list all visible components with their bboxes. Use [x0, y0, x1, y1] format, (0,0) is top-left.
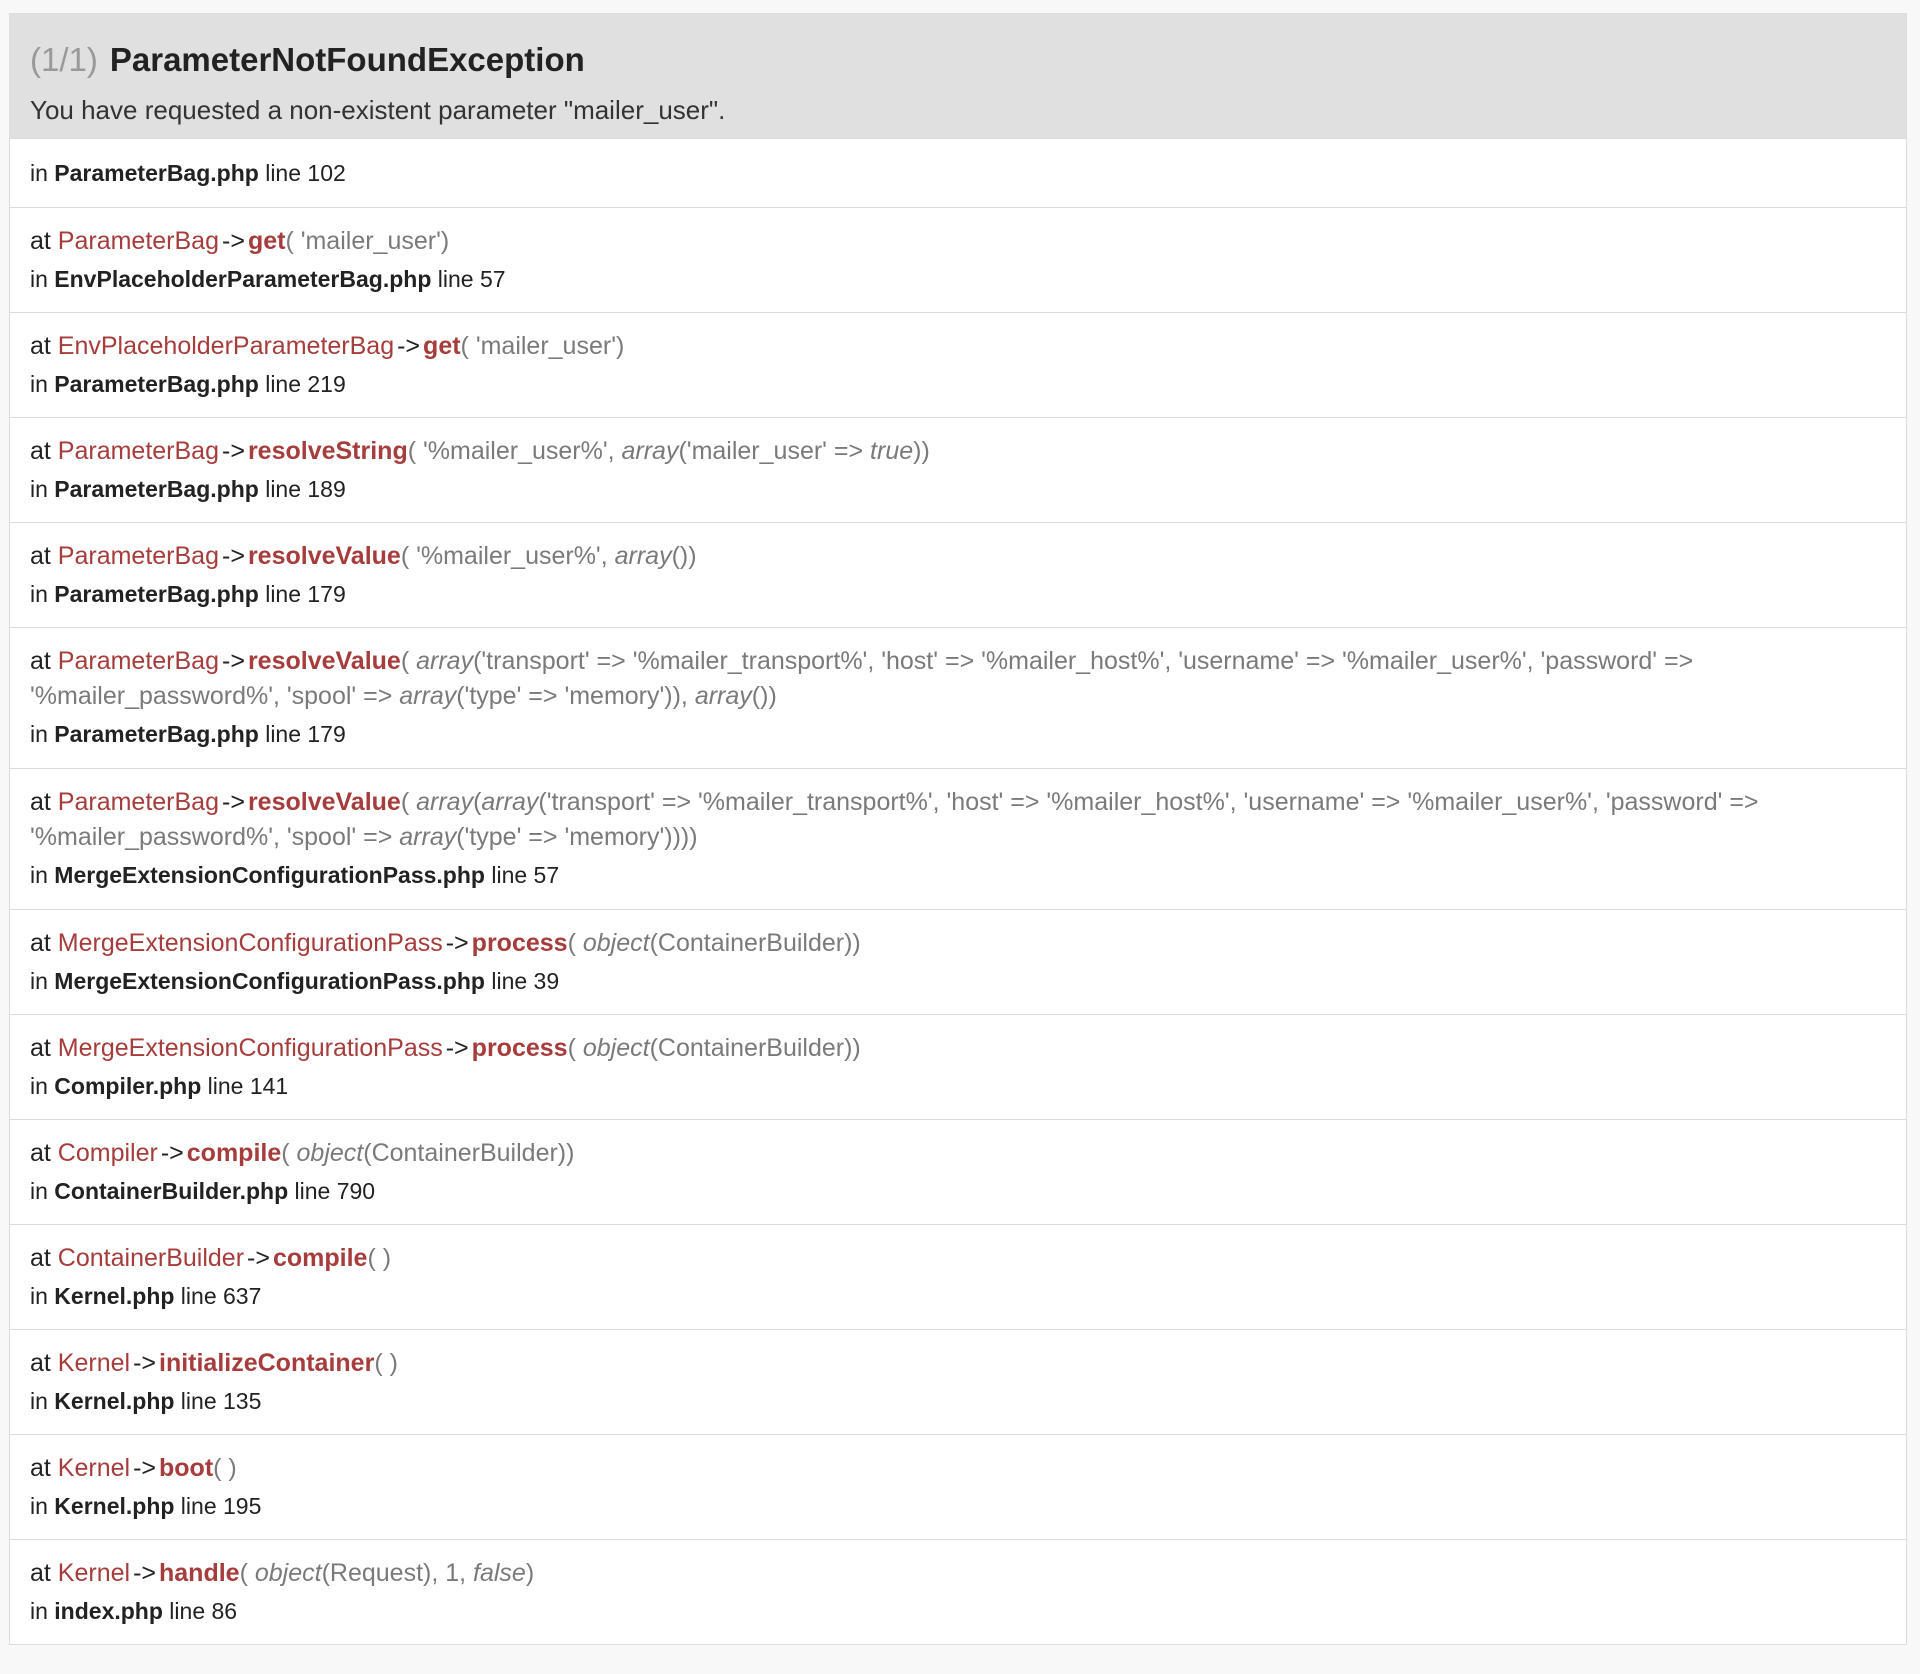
trace-arguments: ( array(array('transport' => '%mailer_transport%', 'host' => '%mailer_host%', 'username' => '%mailer_user%', 'password' => [400, 788, 1759, 816]
trace-frame [10, 768, 1906, 909]
trace-location: in ParameterBag.php line 102 [30, 160, 346, 186]
exception-class: ParameterNotFoundException [109, 41, 585, 78]
trace-method: compile [186, 1139, 282, 1167]
trace-class: Compiler [57, 1139, 158, 1167]
trace-frame-origin [10, 138, 1906, 207]
trace-arrow: -> [397, 332, 421, 360]
trace-class: ParameterBag [57, 542, 219, 570]
trace-arguments-continued: '%mailer_password%', 'spool' => array('type' => 'memory')), array()) [30, 682, 777, 710]
trace-method: process [471, 1034, 568, 1062]
trace-call [30, 784, 1886, 820]
trace-at-label: at [30, 1034, 58, 1062]
trace-in-label: in [30, 862, 55, 888]
trace-method: compile [272, 1244, 368, 1272]
trace-arguments: ( ) [367, 1244, 392, 1272]
trace-frame [10, 312, 1906, 417]
trace-line: line 637 [174, 1283, 262, 1309]
trace-file: ParameterBag.php [54, 476, 259, 502]
trace-line: line 57 [431, 266, 506, 292]
trace-call [30, 1030, 1886, 1066]
trace-at-label: at [30, 227, 58, 255]
trace-arrow: -> [133, 1349, 156, 1377]
trace-in-label: in [30, 476, 55, 502]
trace-frame [10, 627, 1906, 768]
trace-line: line 195 [174, 1493, 262, 1519]
exception-header [10, 14, 1906, 138]
trace-arrow: -> [160, 1139, 184, 1167]
trace-file: ParameterBag.php [54, 160, 259, 186]
exception-title [30, 36, 1886, 84]
trace-frame [10, 909, 1906, 1014]
trace-arguments: ( ) [213, 1454, 237, 1482]
trace-file: index.php [54, 1598, 163, 1624]
trace-file: Kernel.php [54, 1388, 175, 1414]
trace-class: EnvPlaceholderParameterBag [57, 332, 395, 360]
trace-call [30, 433, 1886, 469]
trace-file: ParameterBag.php [54, 581, 259, 607]
trace-location [30, 1171, 1886, 1211]
trace-arrow: -> [247, 1244, 270, 1272]
exception-message: You have requested a non-existent parameter "mailer_user". [30, 95, 726, 125]
trace-class: ParameterBag [57, 788, 219, 816]
trace-arguments: ( ) [374, 1349, 398, 1377]
trace-class: ParameterBag [57, 437, 219, 465]
trace-line: line 790 [288, 1178, 376, 1204]
trace-call [30, 643, 1886, 679]
trace-frame [10, 522, 1906, 627]
trace-arrow: -> [222, 788, 245, 816]
trace-at-label: at [30, 437, 58, 465]
trace-line: line 141 [201, 1073, 289, 1099]
trace-arguments: ( object(ContainerBuilder)) [567, 929, 861, 957]
trace-arguments: ( 'mailer_user') [285, 227, 450, 255]
trace-method: resolveValue [247, 647, 401, 675]
trace-at-label: at [30, 788, 58, 816]
trace-method: resolveValue [247, 542, 401, 570]
trace-location [30, 1381, 1886, 1421]
trace-class: Kernel [57, 1349, 131, 1377]
trace-arrow: -> [133, 1559, 156, 1587]
trace-class: Kernel [57, 1559, 131, 1587]
trace-file: Compiler.php [54, 1073, 202, 1099]
trace-line: line 39 [484, 968, 560, 994]
trace-arguments: ( '%mailer_user%', array()) [400, 542, 697, 570]
trace-location [30, 469, 1886, 509]
trace-arrow: -> [445, 1034, 469, 1062]
trace-location [30, 574, 1886, 614]
trace-in-label: in [30, 1598, 55, 1624]
trace-line: line 179 [258, 721, 346, 747]
trace-class: Kernel [57, 1454, 131, 1482]
trace-arrow: -> [445, 929, 469, 957]
trace-in-label: in [30, 581, 55, 607]
trace-method: get [247, 227, 286, 255]
trace-location [30, 259, 1886, 299]
trace-in-label: in [30, 371, 55, 397]
trace-in-label: in [30, 968, 55, 994]
trace-at-label: at [30, 332, 58, 360]
trace-file: ParameterBag.php [54, 721, 259, 747]
trace-at-label: at [30, 1349, 58, 1377]
trace-at-label: at [30, 1244, 58, 1272]
trace-file: Kernel.php [54, 1283, 175, 1309]
trace-call [30, 538, 1886, 574]
trace-frame [10, 1119, 1906, 1224]
trace-method: resolveString [247, 437, 408, 465]
trace-location [30, 364, 1886, 404]
trace-at-label: at [30, 1454, 58, 1482]
trace-arrow: -> [133, 1454, 156, 1482]
trace-arrow: -> [222, 227, 245, 255]
trace-in-label: in [30, 1178, 55, 1204]
trace-class: ParameterBag [57, 227, 219, 255]
trace-in-label: in [30, 721, 55, 747]
trace-call [30, 1450, 1886, 1486]
trace-frame [10, 1014, 1906, 1119]
trace-line: line 219 [258, 371, 346, 397]
trace-call [30, 925, 1886, 961]
trace-at-label: at [30, 929, 58, 957]
trace-class: MergeExtensionConfigurationPass [57, 929, 443, 957]
trace-arguments: ( object(Request), 1, false) [239, 1559, 535, 1587]
trace-location [30, 855, 1886, 895]
trace-line: line 135 [174, 1388, 262, 1414]
trace-in-label: in [30, 1493, 55, 1519]
trace-arguments: ( 'mailer_user') [460, 332, 625, 360]
trace-arguments: ( object(ContainerBuilder)) [281, 1139, 575, 1167]
trace-method: get [423, 332, 461, 360]
trace-frame [10, 1329, 1906, 1434]
trace-line: line 57 [484, 862, 560, 888]
trace-method: process [471, 929, 568, 957]
trace-class: ContainerBuilder [57, 1244, 245, 1272]
trace-location [30, 1276, 1886, 1316]
trace-at-label: at [30, 1139, 58, 1167]
trace-in-label: in [30, 266, 55, 292]
trace-at-label: at [30, 647, 58, 675]
trace-arrow: -> [222, 542, 245, 570]
trace-location [30, 714, 1886, 754]
trace-arguments: ( object(ContainerBuilder)) [567, 1034, 861, 1062]
trace-location [30, 1066, 1886, 1106]
trace-arguments-continued: '%mailer_password%', 'spool' => array('type' => 'memory')))) [30, 823, 698, 851]
trace-frame [10, 1434, 1906, 1539]
trace-class: ParameterBag [57, 647, 219, 675]
trace-frame [10, 207, 1906, 312]
trace-in-label: in [30, 1073, 55, 1099]
trace-file: ContainerBuilder.php [54, 1178, 289, 1204]
trace-method: initializeContainer [159, 1349, 375, 1377]
trace-arguments: ( array('transport' => '%mailer_transport%', 'host' => '%mailer_host%', 'username' => '%mailer_user%', 'password' => [400, 647, 1694, 675]
trace-line: line 102 [265, 160, 346, 186]
trace-file: ParameterBag.php [54, 371, 259, 397]
trace-class: MergeExtensionConfigurationPass [57, 1034, 443, 1062]
trace-in-label: in [30, 1388, 55, 1414]
trace-file: Kernel.php [54, 1493, 175, 1519]
trace-at-label: at [30, 542, 58, 570]
trace-line: line 86 [162, 1598, 238, 1624]
trace-method: handle [159, 1559, 240, 1587]
trace-call [30, 223, 1886, 259]
trace-call [30, 328, 1886, 364]
exception-count: (1/1) [30, 41, 98, 78]
trace-location [30, 1591, 1886, 1631]
trace-file: MergeExtensionConfigurationPass.php [54, 968, 485, 994]
trace-in-label: in [30, 1283, 55, 1309]
trace-frame [10, 417, 1906, 522]
trace-arguments: ( '%mailer_user%', array('mailer_user' => true)) [407, 437, 930, 465]
trace-call [30, 1240, 1886, 1276]
exception-panel [9, 13, 1907, 1645]
trace-at-label: at [30, 1559, 58, 1587]
trace-arrow: -> [222, 647, 245, 675]
trace-line: line 179 [258, 581, 346, 607]
trace-location [30, 961, 1886, 1001]
trace-call [30, 1135, 1886, 1171]
trace-method: resolveValue [247, 788, 401, 816]
trace-file: EnvPlaceholderParameterBag.php [54, 266, 432, 292]
trace-arrow: -> [222, 437, 245, 465]
trace-file: MergeExtensionConfigurationPass.php [54, 862, 485, 888]
trace-call [30, 1345, 1886, 1381]
trace-location [30, 1486, 1886, 1526]
trace-method: boot [159, 1454, 214, 1482]
trace-call [30, 1555, 1886, 1591]
trace-line: line 189 [258, 476, 346, 502]
trace-frame [10, 1224, 1906, 1329]
trace-frame [10, 1539, 1906, 1644]
